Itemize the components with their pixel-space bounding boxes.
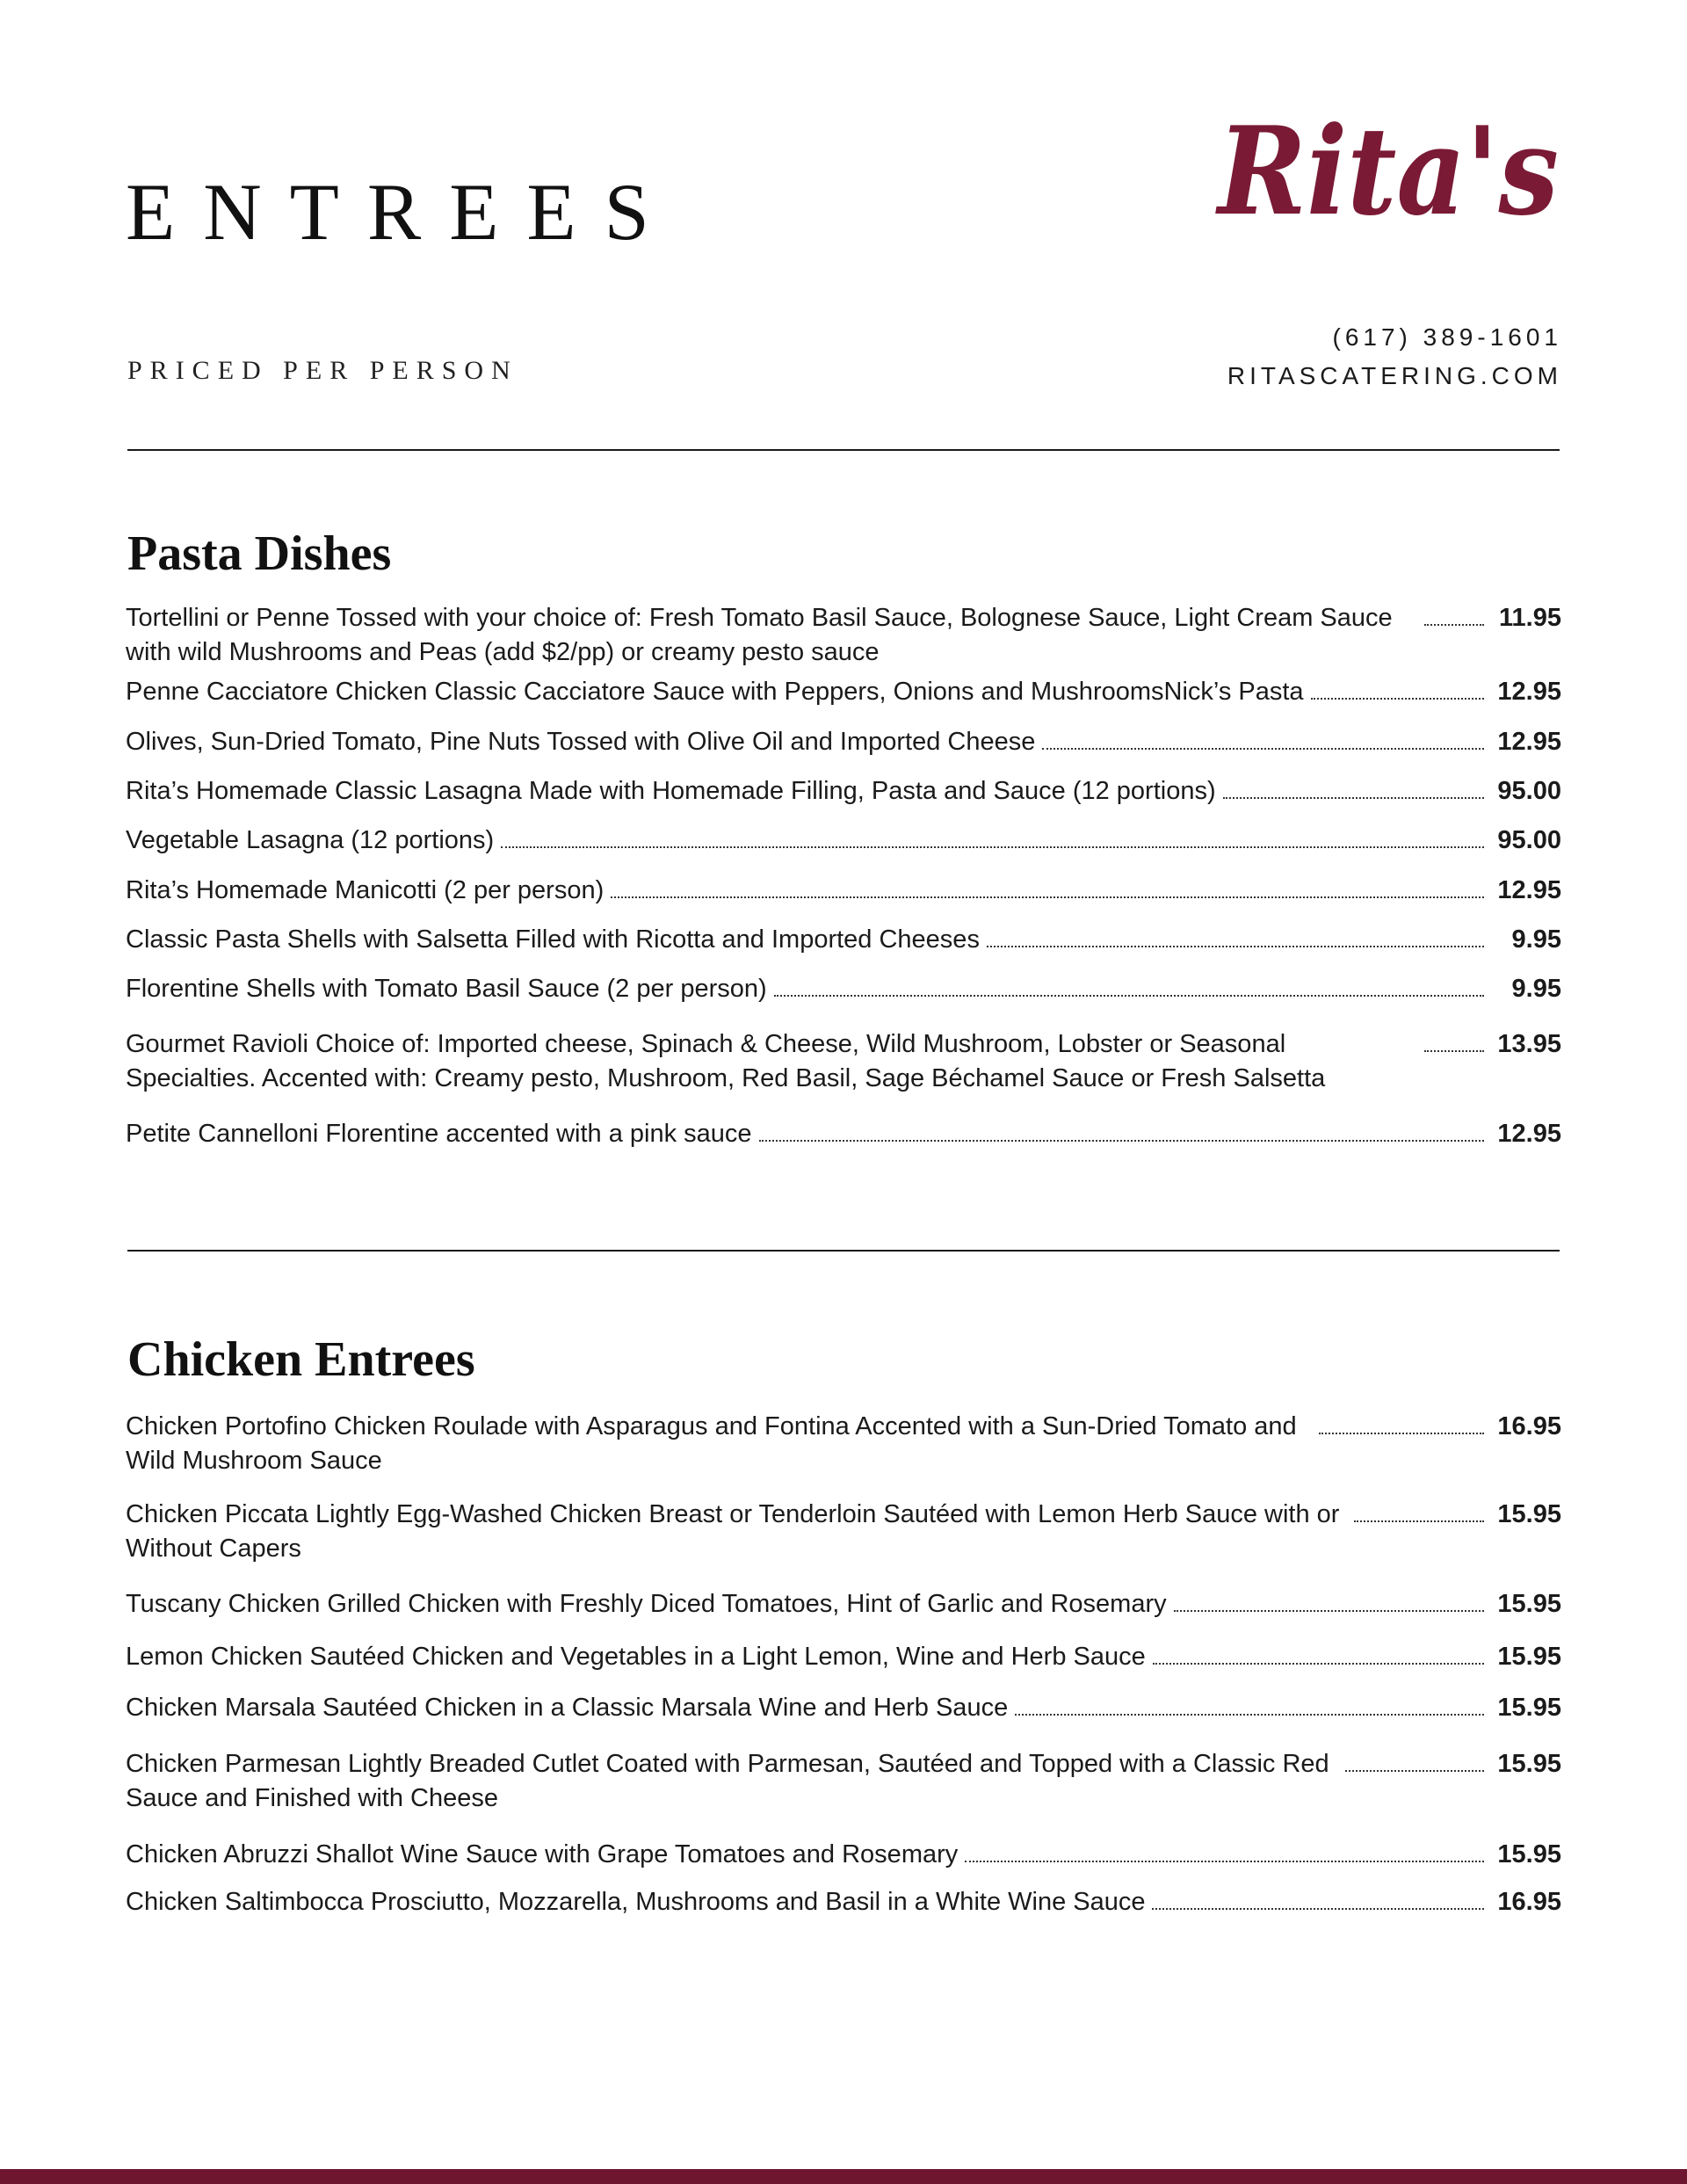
menu-item bbox=[126, 824, 1561, 858]
item-price: 16.95 bbox=[1497, 1888, 1561, 1916]
dot-leader bbox=[1042, 725, 1484, 750]
dot-leader bbox=[1354, 1498, 1484, 1522]
website-link[interactable]: RITASCATERING.COM bbox=[1227, 362, 1562, 389]
dot-leader bbox=[1311, 675, 1484, 700]
menu-item bbox=[126, 1027, 1561, 1096]
menu-item bbox=[126, 675, 1561, 709]
menu-item bbox=[126, 1117, 1561, 1151]
menu-item bbox=[126, 1747, 1561, 1816]
ritas-logo bbox=[1213, 92, 1564, 242]
contact-info bbox=[1227, 318, 1562, 395]
menu-item bbox=[126, 1640, 1561, 1674]
dot-leader bbox=[1015, 1691, 1484, 1716]
dot-leader bbox=[987, 923, 1484, 947]
dot-leader bbox=[1223, 774, 1484, 799]
menu-item bbox=[126, 1498, 1561, 1566]
menu-item bbox=[126, 1691, 1561, 1725]
item-price: 11.95 bbox=[1499, 604, 1561, 632]
item-price: 12.95 bbox=[1497, 1120, 1561, 1148]
item-description: Tuscany Chicken Grilled Chicken with Freshly Diced Tomatoes, Hint of Garlic and Rosemary bbox=[126, 1590, 1167, 1618]
phone-number: (617) 389-1601 bbox=[1332, 323, 1562, 351]
section-title-chicken: Chicken Entrees bbox=[127, 1332, 475, 1387]
item-description: Petite Cannelloni Florentine accented with a pink sauce bbox=[126, 1120, 752, 1148]
item-price: 95.00 bbox=[1497, 826, 1561, 854]
item-price: 12.95 bbox=[1497, 876, 1561, 904]
item-price: 13.95 bbox=[1497, 1030, 1561, 1058]
menu-item bbox=[126, 923, 1561, 957]
item-price: 15.95 bbox=[1497, 1750, 1561, 1778]
menu-item bbox=[126, 774, 1561, 809]
menu-item bbox=[126, 1410, 1561, 1478]
item-price: 95.00 bbox=[1497, 777, 1561, 805]
item-description: Vegetable Lasagna (12 portions) bbox=[126, 826, 495, 854]
item-description: Chicken Parmesan Lightly Breaded Cutlet Coated with Parmesan, Sautéed and Topped with a Classic Red Sauce and Finished with Cheese bbox=[126, 1750, 1329, 1812]
menu-item bbox=[126, 601, 1561, 670]
dot-leader bbox=[1424, 601, 1484, 626]
item-price: 12.95 bbox=[1497, 678, 1561, 706]
item-description: Chicken Portofino Chicken Roulade with Asparagus and Fontina Accented with a Sun-Dried Tomato and Wild Mushroom Sauce bbox=[126, 1412, 1297, 1475]
dot-leader bbox=[774, 972, 1484, 997]
dot-leader bbox=[759, 1117, 1484, 1142]
item-description: Lemon Chicken Sautéed Chicken and Vegetables in a Light Lemon, Wine and Herb Sauce bbox=[126, 1643, 1146, 1671]
item-description: Chicken Abruzzi Shallot Wine Sauce with Grape Tomatoes and Rosemary bbox=[126, 1840, 959, 1868]
item-price: 15.95 bbox=[1497, 1643, 1561, 1671]
dot-leader bbox=[1152, 1885, 1484, 1910]
item-description: Rita’s Homemade Manicotti (2 per person) bbox=[126, 876, 605, 904]
item-description: Florentine Shells with Tomato Basil Sauce (2 per person) bbox=[126, 975, 767, 1003]
menu-item bbox=[126, 1885, 1561, 1919]
item-price: 15.95 bbox=[1497, 1694, 1561, 1722]
menu-item bbox=[126, 725, 1561, 759]
item-description: Chicken Marsala Sautéed Chicken in a Classic Marsala Wine and Herb Sauce bbox=[126, 1694, 1009, 1722]
item-description: Gourmet Ravioli Choice of: Imported cheese, Spinach & Cheese, Wild Mushroom, Lobster or Seasonal Specialties. Accented with: Creamy pesto, Mushroom, Red Basil, Sage Béchamel Sauce or Fresh Salsetta bbox=[126, 1030, 1326, 1092]
item-price: 16.95 bbox=[1497, 1412, 1561, 1440]
item-price: 9.95 bbox=[1511, 975, 1561, 1003]
item-description: Penne Cacciatore Chicken Classic Cacciatore Sauce with Peppers, Onions and MushroomsNick’s Pasta bbox=[126, 678, 1304, 706]
dot-leader bbox=[965, 1838, 1484, 1862]
dot-leader bbox=[501, 824, 1484, 848]
item-description: Olives, Sun-Dried Tomato, Pine Nuts Tossed with Olive Oil and Imported Cheese bbox=[126, 728, 1036, 756]
item-description: Rita’s Homemade Classic Lasagna Made with Homemade Filling, Pasta and Sauce (12 portions) bbox=[126, 777, 1216, 805]
menu-item bbox=[126, 972, 1561, 1006]
page-title: ENTREES bbox=[126, 167, 677, 257]
item-price: 15.95 bbox=[1497, 1500, 1561, 1528]
dot-leader bbox=[611, 874, 1484, 898]
section-title-pasta: Pasta Dishes bbox=[127, 526, 392, 581]
logo-wordmark: Rita's bbox=[1214, 99, 1559, 243]
dot-leader bbox=[1319, 1410, 1484, 1434]
menu-item bbox=[126, 1587, 1561, 1622]
menu-item bbox=[126, 874, 1561, 908]
item-price: 15.95 bbox=[1497, 1590, 1561, 1618]
item-price: 15.95 bbox=[1497, 1840, 1561, 1868]
dot-leader bbox=[1174, 1587, 1484, 1612]
item-description: Tortellini or Penne Tossed with your choice of: Fresh Tomato Basil Sauce, Bolognese Sauce, Light Cream Sauce with wild Mushrooms and Peas (add $2/pp) or creamy pesto sauce bbox=[126, 604, 1393, 666]
pricing-note: PRICED PER PERSON bbox=[127, 356, 518, 385]
item-description: Chicken Saltimbocca Prosciutto, Mozzarella, Mushrooms and Basil in a White Wine Sauce bbox=[126, 1888, 1146, 1916]
footer-bar bbox=[0, 2169, 1687, 2184]
dot-leader bbox=[1153, 1640, 1484, 1665]
item-description: Chicken Piccata Lightly Egg-Washed Chicken Breast or Tenderloin Sautéed with Lemon Herb Sauce with or Without Capers bbox=[126, 1500, 1340, 1563]
menu-item bbox=[126, 1838, 1561, 1872]
section-divider bbox=[127, 1250, 1560, 1252]
dot-leader bbox=[1424, 1027, 1484, 1052]
item-price: 12.95 bbox=[1497, 728, 1561, 756]
header-divider bbox=[127, 449, 1560, 451]
item-price: 9.95 bbox=[1511, 925, 1561, 954]
item-description: Classic Pasta Shells with Salsetta Filled with Ricotta and Imported Cheeses bbox=[126, 925, 980, 954]
dot-leader bbox=[1345, 1747, 1484, 1772]
